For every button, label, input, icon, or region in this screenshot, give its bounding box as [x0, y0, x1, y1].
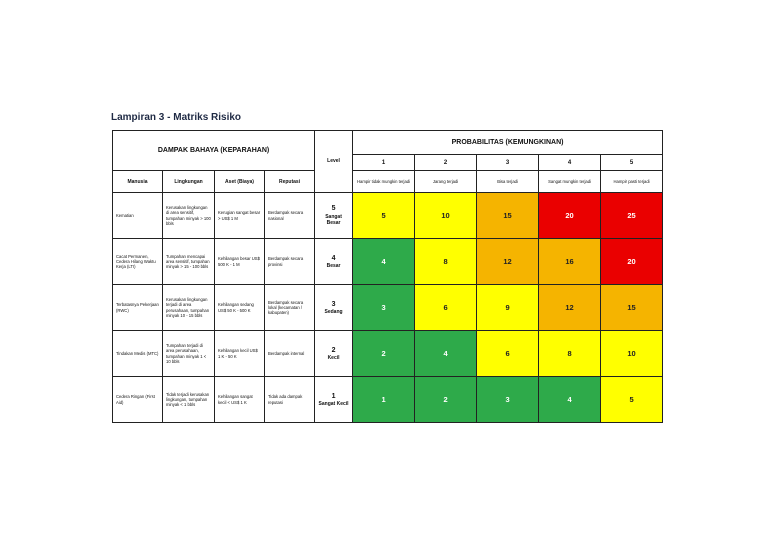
- risk-row: [113, 377, 663, 423]
- probability-header: PROBABILITAS (KEMUNGKINAN): [353, 131, 663, 155]
- risk-score-cell: 5: [601, 377, 663, 423]
- severity-level-number: 2: [331, 346, 336, 354]
- probability-level-description: Jarang terjadi: [415, 171, 477, 193]
- risk-score-cell: 15: [477, 193, 539, 239]
- severity-level: [315, 331, 353, 377]
- risk-score-cell: 12: [539, 285, 601, 331]
- probability-level-number: 1: [353, 155, 415, 171]
- risk-score-cell: 10: [415, 193, 477, 239]
- impact-aset: Kehilangan besar US$ 500 K - 1 M: [215, 239, 265, 285]
- risk-score-cell: 25: [601, 193, 663, 239]
- risk-score-cell: 16: [539, 239, 601, 285]
- risk-score-cell: 20: [539, 193, 601, 239]
- severity-level-number: 5: [331, 205, 336, 213]
- risk-score-cell: 3: [477, 377, 539, 423]
- impact-reputasi: Berdampak secara nasional: [265, 193, 315, 239]
- probability-level-number: 4: [539, 155, 601, 171]
- risk-score-cell: 10: [601, 331, 663, 377]
- severity-level-name: Sangat Kecil: [318, 400, 349, 407]
- impact-reputasi: Tidak ada dampak reputasi: [265, 377, 315, 423]
- impact-aset: Kehilangan sedang US$ 50 K - 500 K: [215, 285, 265, 331]
- risk-score-cell: 5: [353, 193, 415, 239]
- risk-score-cell: 4: [415, 331, 477, 377]
- risk-score-cell: 15: [601, 285, 663, 331]
- probability-level-description: Bisa terjadi: [477, 171, 539, 193]
- risk-score-cell: 9: [477, 285, 539, 331]
- risk-score-cell: 8: [539, 331, 601, 377]
- impact-column-header: Lingkungan: [163, 171, 215, 193]
- impact-reputasi: Berdampak secara provinsi: [265, 239, 315, 285]
- impact-header: DAMPAK BAHAYA (KEPARAHAN): [113, 131, 315, 171]
- severity-level: [315, 193, 353, 239]
- probability-level-number: 3: [477, 155, 539, 171]
- risk-score-cell: 2: [415, 377, 477, 423]
- impact-column-header: Manusia: [113, 171, 163, 193]
- risk-score-cell: 6: [477, 331, 539, 377]
- severity-level-number: 1: [331, 392, 336, 400]
- severity-level-name: Kecil: [327, 354, 340, 361]
- severity-level-name: Besar: [326, 262, 341, 269]
- page-title: Lampiran 3 - Matriks Risiko: [111, 112, 242, 123]
- risk-row: [113, 239, 663, 285]
- risk-row: [113, 285, 663, 331]
- risk-score-cell: 6: [415, 285, 477, 331]
- risk-score-cell: 12: [477, 239, 539, 285]
- risk-score-cell: 1: [353, 377, 415, 423]
- impact-reputasi: Berdampak internal: [265, 331, 315, 377]
- severity-level: [315, 377, 353, 423]
- impact-lingkungan: Tumpahan mencapai area sensitif, tumpahan minyak > 15 - 100 bbls: [163, 239, 215, 285]
- impact-manusia: Cacat Permanen, Cedera Hilang Waktu Kerja (LTI): [113, 239, 163, 285]
- impact-lingkungan: Kerusakan lingkungan di area sensitif, tumpahan minyak > 100 bbls: [163, 193, 215, 239]
- risk-score-cell: 8: [415, 239, 477, 285]
- severity-level: [315, 285, 353, 331]
- risk-row: [113, 331, 663, 377]
- impact-manusia: Terbatasnya Pekerjaan (RWC): [113, 285, 163, 331]
- severity-level-name: Sangat Besar: [325, 213, 342, 227]
- impact-manusia: Cedera Ringan (First Aid): [113, 377, 163, 423]
- risk-matrix-table: [112, 130, 663, 423]
- impact-column-header: Aset (Biaya): [215, 171, 265, 193]
- impact-manusia: Kematian: [113, 193, 163, 239]
- impact-lingkungan: Kerusakan lingkungan terjadi di area perusahaan, tumpahan minyak 10 - 15 bbls: [163, 285, 215, 331]
- probability-level-description: Hampir pasti terjadi: [601, 171, 663, 193]
- impact-aset: Kerugian sangat besar > US$ 1 M: [215, 193, 265, 239]
- probability-level-description: Sangat mungkin terjadi: [539, 171, 601, 193]
- impact-aset: Kehilangan kecil US$ 1 K - 50 K: [215, 331, 265, 377]
- impact-reputasi: Berdampak secara lokal (kecamatan / kabupaten): [265, 285, 315, 331]
- severity-level: [315, 239, 353, 285]
- impact-lingkungan: Tumpahan terjadi di area perusahaan, tumpahan minyak 1 < 10 bbls: [163, 331, 215, 377]
- impact-lingkungan: Tidak terjadi kerusakan lingkungan, tumpahan minyak < 1 bbls: [163, 377, 215, 423]
- impact-column-header: Reputasi: [265, 171, 315, 193]
- probability-level-number: 5: [601, 155, 663, 171]
- impact-manusia: Tindakan Medis (MTC): [113, 331, 163, 377]
- severity-level-number: 4: [331, 254, 336, 262]
- risk-score-cell: 3: [353, 285, 415, 331]
- risk-score-cell: 2: [353, 331, 415, 377]
- probability-level-description: Hampir tidak mungkin terjadi: [353, 171, 415, 193]
- risk-row: [113, 193, 663, 239]
- risk-score-cell: 4: [353, 239, 415, 285]
- severity-level-number: 3: [331, 300, 336, 308]
- severity-level-name: Sedang: [324, 308, 343, 315]
- level-header: Level: [315, 131, 353, 193]
- impact-aset: Kehilangan sangat kecil < US$ 1 K: [215, 377, 265, 423]
- risk-score-cell: 20: [601, 239, 663, 285]
- risk-score-cell: 4: [539, 377, 601, 423]
- probability-level-number: 2: [415, 155, 477, 171]
